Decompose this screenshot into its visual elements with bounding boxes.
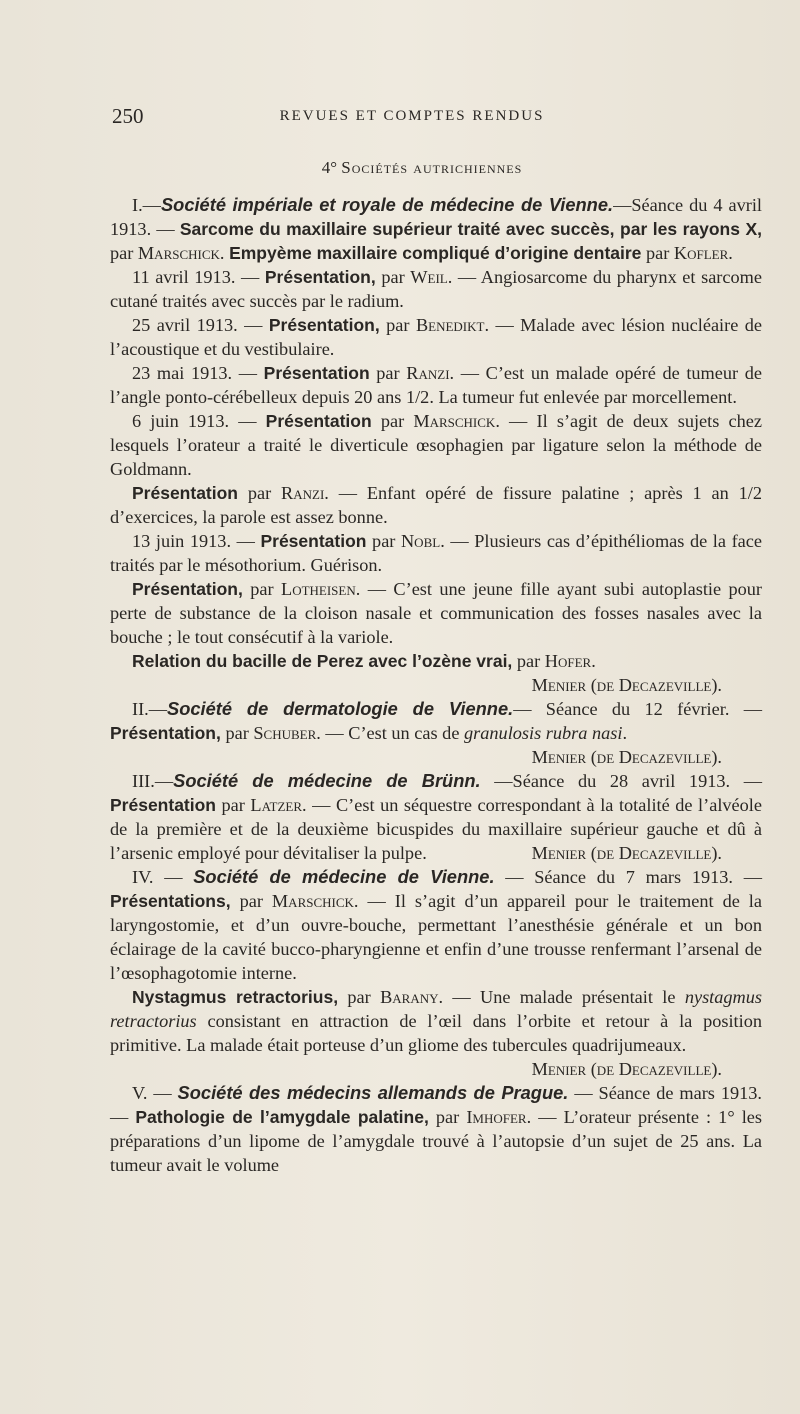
author-name: Marschick <box>271 891 354 911</box>
communication-title: Pathologie de l’amygdale palatine, <box>135 1107 429 1127</box>
article-body <box>110 193 762 1177</box>
by-text: par <box>220 723 254 743</box>
paragraph-entry <box>110 361 762 409</box>
paragraph-entry <box>110 265 762 313</box>
communication-title: Présentation <box>263 363 370 383</box>
paragraph-society-4 <box>110 865 762 985</box>
paragraph-entry <box>110 985 762 1079</box>
entry-text: . — C’est un malade opéré de tumeur de l’angle ponto-cérébelleux depuis 20 ans 1/2. La tumeur fut enlevée par morcellement. <box>110 363 763 407</box>
by-text: par <box>375 267 411 287</box>
roman-numeral: IV. — <box>132 867 194 887</box>
author-name: Lotheisen <box>281 579 356 599</box>
by-text: par <box>379 315 416 335</box>
session-date: 6 juin 1913. — <box>132 411 266 431</box>
punctuation: . <box>728 243 733 263</box>
society-name: Société de dermatologie de Vienne. <box>167 698 514 719</box>
paragraph-entry <box>110 409 762 481</box>
entry-text: . — Une malade présentait le <box>438 987 685 1007</box>
punctuation: . <box>591 651 596 671</box>
author-name: Marschick <box>413 411 496 431</box>
by-text: par <box>641 243 674 263</box>
entry-text: . — L’orateur présente : 1° les préparations d’un lipome de l’amygdale trouvé à l’autopsie d’un sujet de 25 ans. La tumeur avait le volume <box>110 1107 763 1175</box>
punctuation: . <box>622 723 628 743</box>
entry-text: . — Il s’agit d’un appareil pour le traitement de la laryngostomie, et d’un ouvre-bouche, permettant l’anesthésie générale et un bon éclairage de la cavité bucco-pharyngienne et enfin d’une trousse renfermant l’arsenal de l’œsophagotomie interne. <box>110 891 762 983</box>
by-text: par <box>428 1107 467 1127</box>
session-date: —Séance du 28 avril 1913. — <box>480 771 762 791</box>
author-name: Ranzi <box>281 483 325 503</box>
author-name: Kofler <box>673 243 729 263</box>
author-name: Benedikt <box>415 315 485 335</box>
entry-text: . — Enfant opéré de fissure palatine ; après 1 an 1/2 d’exercices, la parole est assez bonne. <box>110 483 762 527</box>
roman-numeral: II.— <box>132 699 168 719</box>
paragraph-entry <box>110 313 762 361</box>
session-date: — Séance du 12 février. — <box>513 699 763 719</box>
session-date: 11 avril 1913. — <box>132 267 265 287</box>
by-text: par <box>371 411 414 431</box>
entry-text: consistant en attraction de l’œil dans l’orbite et retour à la position primitive. La malade était porteuse d’un gliome des tubercules quadrijumeaux. <box>110 1011 762 1055</box>
communication-title: Présentation, <box>264 267 376 287</box>
reviewer-signature: Menier (de Decazeville). <box>531 675 722 695</box>
entry-text: . — Angiosarcome du pharynx et sarcome cutané traités avec succès par le radium. <box>110 267 762 311</box>
author-name: Schuber <box>253 723 317 743</box>
society-name: Société de médecine de Brünn. <box>173 770 481 791</box>
roman-numeral: I.— <box>132 195 161 215</box>
communication-title: Présentation <box>132 483 238 503</box>
page-number: 250 <box>112 104 144 128</box>
author-name: Weil <box>410 267 448 287</box>
latin-term: nystagmus retractorius <box>110 987 762 1031</box>
paragraph-entry <box>110 649 762 673</box>
paragraph-entry <box>110 481 762 529</box>
communication-title: Présentation, <box>132 579 243 599</box>
communication-title: Présentation, <box>268 315 380 335</box>
entry-text: . — C’est un séquestre correspondant à la totalité de l’alvéole de la première et de la deuxième bicuspides du maxillaire supérieur gauche et dû à l’arsenic employé pour dévitaliser la pulpe. <box>110 795 762 863</box>
communication-title: Présentation, <box>110 723 221 743</box>
paragraph-entry <box>110 529 762 577</box>
reviewer-signature: Menier (de Decazeville). <box>531 747 722 767</box>
by-text: par <box>338 987 381 1007</box>
society-name: Société impériale et royale de médecine de Vienne. <box>160 194 614 215</box>
paragraph-society-1 <box>110 193 762 265</box>
roman-numeral: V. — <box>132 1083 178 1103</box>
session-date: — Séance de mars 1913. — <box>110 1083 762 1127</box>
by-text: par <box>110 243 138 263</box>
entry-text: . — Plusieurs cas d’épithéliomas de la face traités par le mésothorium. Guérison. <box>110 531 763 575</box>
paragraph-society-5 <box>110 1081 762 1177</box>
entry-text: . — C’est une jeune fille ayant subi autoplastie pour perte de substance de la cloison nasale et communication des fosses nasales avec la bouche ; le tout consécutif à la variole. <box>110 579 763 647</box>
author-name: Latzer <box>250 795 303 815</box>
author-name: Nobl <box>400 531 441 551</box>
communication-title: Sarcome du maxillaire supérieur traité avec succès, par les rayons X, <box>179 219 762 239</box>
separator: . <box>219 243 230 263</box>
paragraph-entry <box>110 577 762 649</box>
by-text: par <box>366 531 401 551</box>
roman-numeral: III.— <box>132 771 174 791</box>
author-name: Barany <box>380 987 439 1007</box>
communication-title: Présentations, <box>110 891 231 911</box>
communication-title: Relation du bacille de Perez avec l’ozène vrai, <box>132 651 513 671</box>
communication-title: Présentation <box>110 795 216 815</box>
entry-text: . — C’est un cas de <box>316 723 465 743</box>
reviewer-signature: Menier (de Decazeville). <box>531 1059 722 1079</box>
communication-title: Empyème maxillaire compliqué d’origine dentaire <box>229 243 642 263</box>
author-name: Marschick <box>137 243 220 263</box>
session-date: 13 juin 1913. — <box>132 531 261 551</box>
communication-title: Nystagmus retractorius, <box>132 987 339 1007</box>
latin-term: granulosis rubra nasi <box>464 723 623 743</box>
by-text: par <box>369 363 407 383</box>
author-name: Imhofer <box>466 1107 527 1127</box>
paragraph-society-3 <box>110 769 762 865</box>
entry-text: . — Malade avec lésion nucléaire de l’acoustique et du vestibulaire. <box>110 315 763 359</box>
paragraph-society-2 <box>110 697 763 767</box>
session-date: 23 mai 1913. — <box>132 363 264 383</box>
author-name: Ranzi <box>406 363 450 383</box>
by-text: par <box>512 651 545 671</box>
communication-title: Présentation <box>265 411 372 431</box>
communication-title: Présentation <box>260 531 367 551</box>
by-text: par <box>242 579 282 599</box>
section-number: 4° <box>321 158 338 177</box>
entry-text: . — Il s’agit de deux sujets chez lesquels l’orateur a traité le diverticule œsophagien par ligature selon la méthode de Goldmann. <box>110 411 763 479</box>
session-date: —Séance du 4 avril 1913. — <box>110 195 762 239</box>
by-text: par <box>238 483 282 503</box>
session-date: — Séance du 7 mars 1913. — <box>494 867 762 887</box>
running-title: REVUES ET COMPTES RENDUS <box>279 108 545 124</box>
section-heading: Sociétés autrichiennes <box>341 158 523 177</box>
society-name: Société des médecins allemands de Prague. <box>177 1082 569 1103</box>
reviewer-signature: Menier (de Decazeville). <box>531 843 722 863</box>
session-date: 25 avril 1913. — <box>132 315 269 335</box>
author-name: Hofer <box>544 651 592 671</box>
by-text: par <box>230 891 272 911</box>
by-text: par <box>216 795 251 815</box>
society-name: Société de médecine de Vienne. <box>193 866 495 887</box>
section-title <box>0 158 800 178</box>
